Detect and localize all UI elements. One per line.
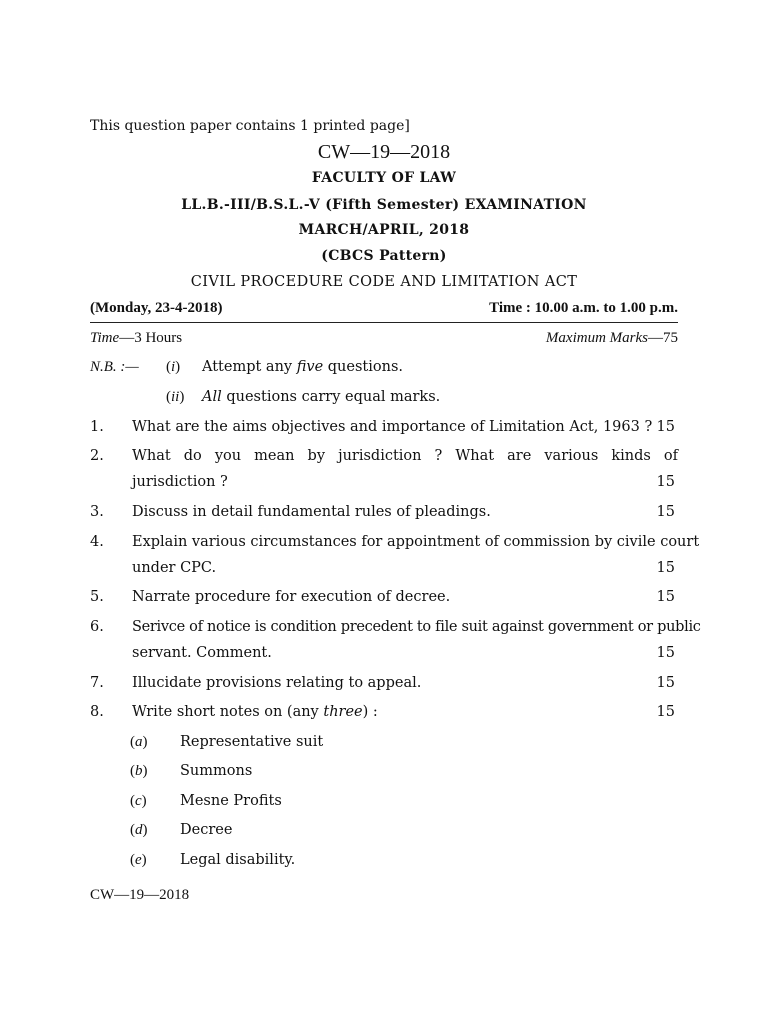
page-count-note: This question paper contains 1 printed page]: [90, 118, 410, 134]
instruction-text: Attempt any five questions.: [202, 359, 403, 375]
exam-title: LL.B.-III/B.S.L.-V (Fifth Semester) EXAMINATION: [181, 197, 587, 213]
question-marks: 15: [656, 474, 675, 490]
question-number: 4.: [90, 534, 104, 550]
paper-code: CW—19—2018: [317, 141, 451, 163]
question-number: 8.: [90, 704, 104, 720]
duration: [90, 330, 182, 346]
question-marks: 15: [656, 560, 675, 576]
sub-item-text: Summons: [180, 763, 253, 779]
duration-value: —3 Hours: [119, 330, 183, 346]
sub-item-label: (e): [130, 852, 147, 868]
question-marks: 15: [656, 704, 675, 720]
header-divider: [90, 322, 678, 323]
question-number: 1.: [90, 419, 104, 435]
question-marks: 15: [656, 419, 675, 435]
instruction-text: All questions carry equal marks.: [202, 389, 441, 405]
question-marks: 15: [656, 504, 675, 520]
nb-label: N.B. :—: [90, 359, 139, 375]
duration-label: Time: [90, 330, 120, 346]
date-time-line: [90, 300, 678, 317]
question-text: What do you mean by jurisdiction ? What are various kinds of: [132, 448, 678, 464]
exam-pattern: (CBCS Pattern): [321, 248, 447, 264]
subject-title: CIVIL PROCEDURE CODE AND LIMITATION ACT: [190, 274, 578, 290]
question-text-continued: under CPC.: [132, 560, 217, 576]
question-number: 7.: [90, 675, 104, 691]
instruction-numeral: (i): [166, 359, 181, 375]
question-text-continued: servant. Comment.: [132, 645, 272, 661]
question-text: Serivce of notice is condition precedent to file suit against government or public: [132, 619, 701, 635]
question-text-continued: jurisdiction ?: [132, 474, 228, 490]
exam-session: MARCH/APRIL, 2018: [298, 222, 470, 238]
question-text: Narrate procedure for execution of decree.: [132, 589, 451, 605]
duration-marks-line: [90, 330, 678, 347]
question-text: Discuss in detail fundamental rules of pleadings.: [132, 504, 491, 520]
exam-time-slot: Time : 10.00 a.m. to 1.00 p.m.: [489, 300, 678, 316]
max-marks-label: Maximum Marks: [545, 330, 648, 346]
sub-item-label: (b): [130, 763, 148, 779]
sub-item-text: Legal disability.: [180, 852, 296, 868]
sub-item-label: (d): [130, 822, 148, 838]
question-number: 5.: [90, 589, 104, 605]
question-text: Explain various circumstances for appointment of commission by civile court: [132, 534, 700, 550]
footer-paper-code: CW—19—2018: [90, 887, 190, 903]
question-text: Write short notes on (any three) :: [132, 704, 378, 720]
exam-date: (Monday, 23-4-2018): [90, 300, 223, 316]
question-number: 6.: [90, 619, 104, 635]
max-marks: [546, 330, 678, 347]
question-text: Illucidate provisions relating to appeal.: [132, 675, 422, 691]
question-marks: 15: [656, 675, 675, 691]
question-text: What are the aims objectives and importance of Limitation Act, 1963 ?: [132, 419, 653, 435]
sub-item-text: Decree: [180, 822, 233, 838]
sub-item-text: Representative suit: [180, 734, 324, 750]
max-marks-value: —75: [648, 330, 678, 346]
instruction-numeral: (ii): [166, 389, 185, 405]
sub-item-label: (a): [130, 734, 148, 750]
sub-item-label: (c): [130, 793, 147, 809]
question-marks: 15: [656, 645, 675, 661]
question-paper: [90, 0, 701, 1024]
question-number: 2.: [90, 448, 104, 464]
question-marks: 15: [656, 589, 675, 605]
sub-item-text: Mesne Profits: [180, 793, 282, 809]
faculty-title: FACULTY OF LAW: [311, 170, 457, 186]
question-number: 3.: [90, 504, 104, 520]
